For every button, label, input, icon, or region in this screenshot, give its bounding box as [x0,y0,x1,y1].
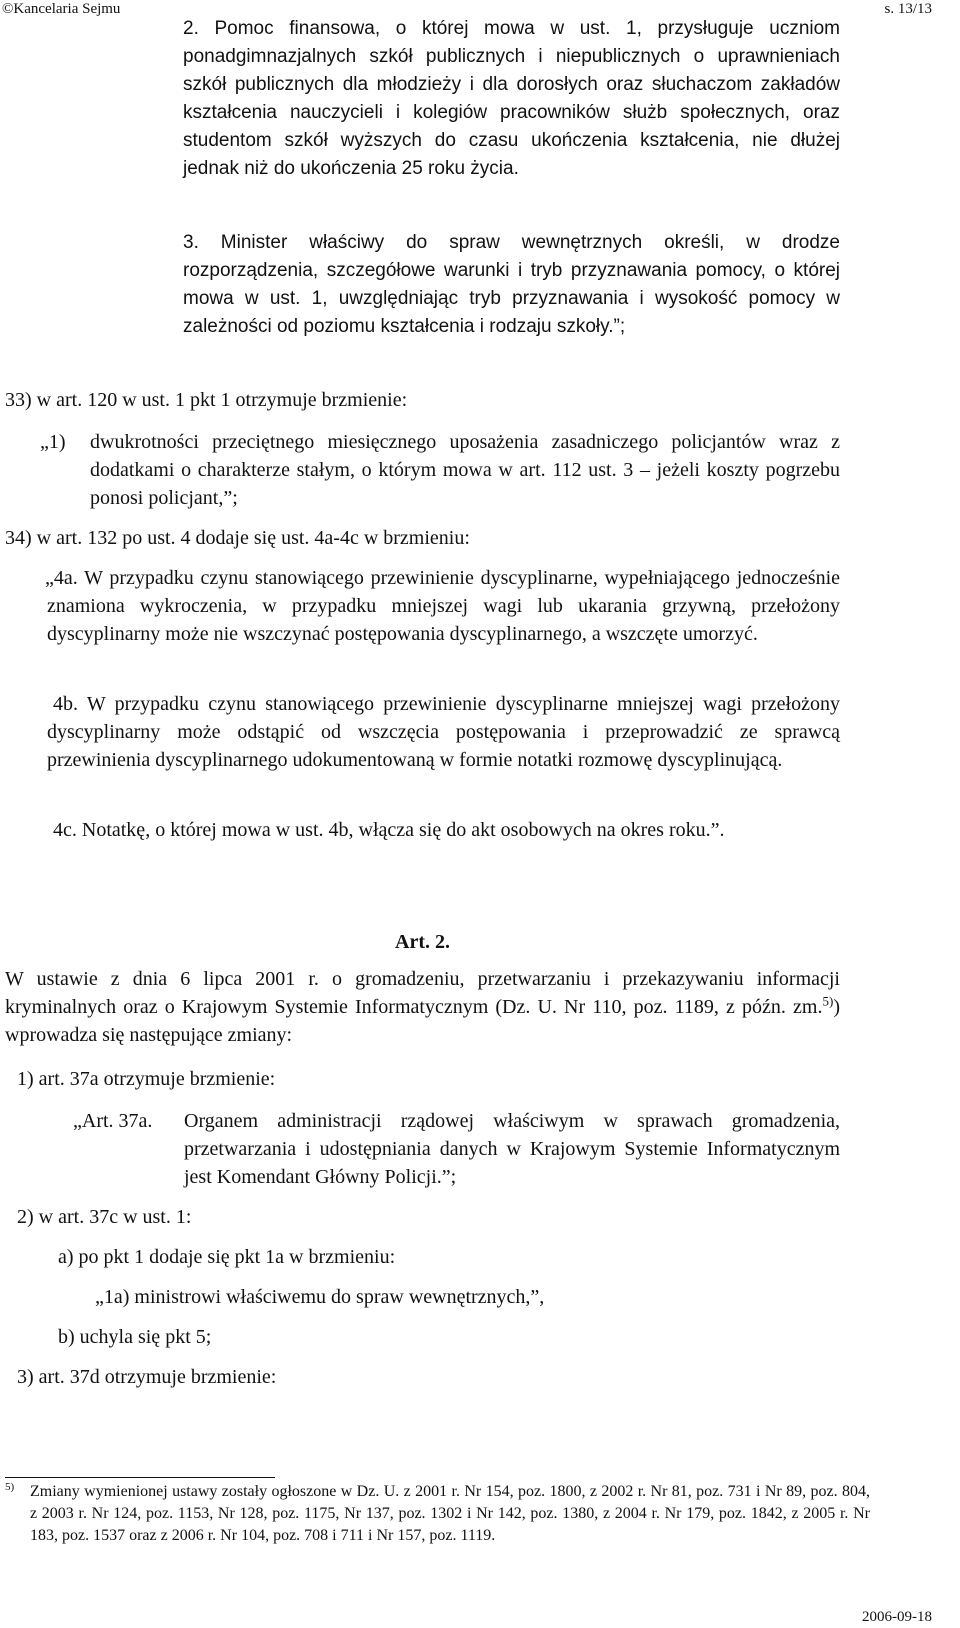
article-2-intro-text: W ustawie z dnia 6 lipca 2001 r. o gromadzeniu, przetwarzaniu i przekazywaniu informacji kryminalnych oraz o Krajowym Systemie Informatycznym (Dz. U. Nr 110, poz. 1189, z późn. zm. [5,968,840,1018]
paragraph-4c: 4c. Notatkę, o której mowa w ust. 4b, włącza się do akt osobowych na okres roku.”. [53,819,725,841]
footer-date: 2006-09-18 [862,1609,932,1625]
footnote-separator [5,1477,275,1478]
quote-item-33-text: dwukrotności przeciętnego miesięcznego uposażenia zasadniczego policjantów wraz z dodatkami o charakterze stałym, o którym mowa w art. 112 ust. 3 – jeżeli koszty pogrzebu ponosi policjant,”; [90,431,840,509]
header-source: ©Kancelaria Sejmu [2,1,121,17]
quote-item-33-number: „1) [40,431,66,453]
item-2a: a) po pkt 1 dodaje się pkt 1a w brzmieniu: [58,1246,396,1268]
quote-article-37a-heading: „Art. 37a. [73,1110,153,1132]
footnote-text: Zmiany wymienionej ustawy zostały ogłoszone w Dz. U. z 2001 r. Nr 154, poz. 1800, z 2002 r. Nr 81, poz. 731 i Nr 89, poz. 804, z 2003 r. Nr 124, poz. 1153, Nr 128, poz. 1175, Nr 137, poz. 1302 i Nr 142, poz. 1380, z 2004 r. Nr 179, poz. 1842, z 2005 r. Nr 183, poz. 1537 oraz z 2006 r. Nr 104, poz. 708 i 711 i Nr 157, poz. 1119. [30,1483,870,1544]
paragraph-ust-3: 3. Minister właściwy do spraw wewnętrznych określi, w drodze rozporządzenia, szczegółowe warunki i tryb przyznawania pomocy, o której mowa w ust. 1, uwzględniając tryb przyznawania i wysokość pomocy w zależności od poziomu kształcenia i rodzaju szkoły.”; [183,232,840,337]
quote-point-1a: „1a) ministrowi właściwemu do spraw wewnętrznych,”, [95,1286,545,1308]
article-2-intro [5,965,840,1049]
quote-item-33 [40,428,840,512]
paragraph-4a: „4a. W przypadku czynu stanowiącego przewinienie dyscyplinarne, wypełniającego jednocześnie znamiona wykroczenia, w przypadku mniejszej wagi lub ukarania grzywną, przełożony dyscyplinarny może nie wszczynać postępowania dyscyplinarnego, a wszczęte umorzyć. [45,567,840,645]
item-33: 33) w art. 120 w ust. 1 pkt 1 otrzymuje brzmienie: [5,389,408,411]
item-3: 3) art. 37d otrzymuje brzmienie: [17,1366,277,1388]
article-2-heading: Art. 2. [395,931,450,953]
item-2: 2) w art. 37c w ust. 1: [17,1206,192,1228]
paragraph-4b: 4b. W przypadku czynu stanowiącego przewinienie dyscyplinarne mniejszej wagi przełożony dyscyplinarny może odstąpić od wszczęcia postępowania i przeprowadzić ze sprawcą przewinienia dyscyplinarnego udokumentowaną w formie notatki rozmowę dyscyplinującą. [47,693,840,771]
item-34: 34) w art. 132 po ust. 4 dodaje się ust. 4a-4c w brzmieniu: [5,527,470,549]
quote-article-37a [73,1107,840,1191]
paragraph-ust-2: 2. Pomoc finansowa, o której mowa w ust. 1, przysługuje uczniom ponadgimnazjalnych szkół publicznych i niepublicznych o uprawnieniach szkół publicznych dla młodzieży i dla dorosłych oraz słuchaczom zakładów kształcenia nauczycieli i kolegiów pracowników służb społecznych, oraz studentom szkół wyższych do czasu ukończenia kształcenia, nie dłużej jednak niż do ukończenia 25 roku życia. [183,18,840,179]
footnote-reference: 5) [822,993,834,1009]
article-2-intro-text-end: ) wprowadza się następujące zmiany: [5,996,840,1046]
quote-article-37a-text: Organem administracji rządowej właściwym w sprawach gromadzenia, przetwarzania i udostępniania danych w Krajowym Systemie Informatycznym jest Komendant Główny Policji.”; [184,1110,840,1188]
footnote-mark: 5) [5,1481,15,1493]
item-1: 1) art. 37a otrzymuje brzmienie: [17,1068,276,1090]
header-page-number: s. 13/13 [884,1,932,17]
item-2b: b) uchyla się pkt 5; [58,1326,212,1348]
footnote [5,1481,870,1591]
